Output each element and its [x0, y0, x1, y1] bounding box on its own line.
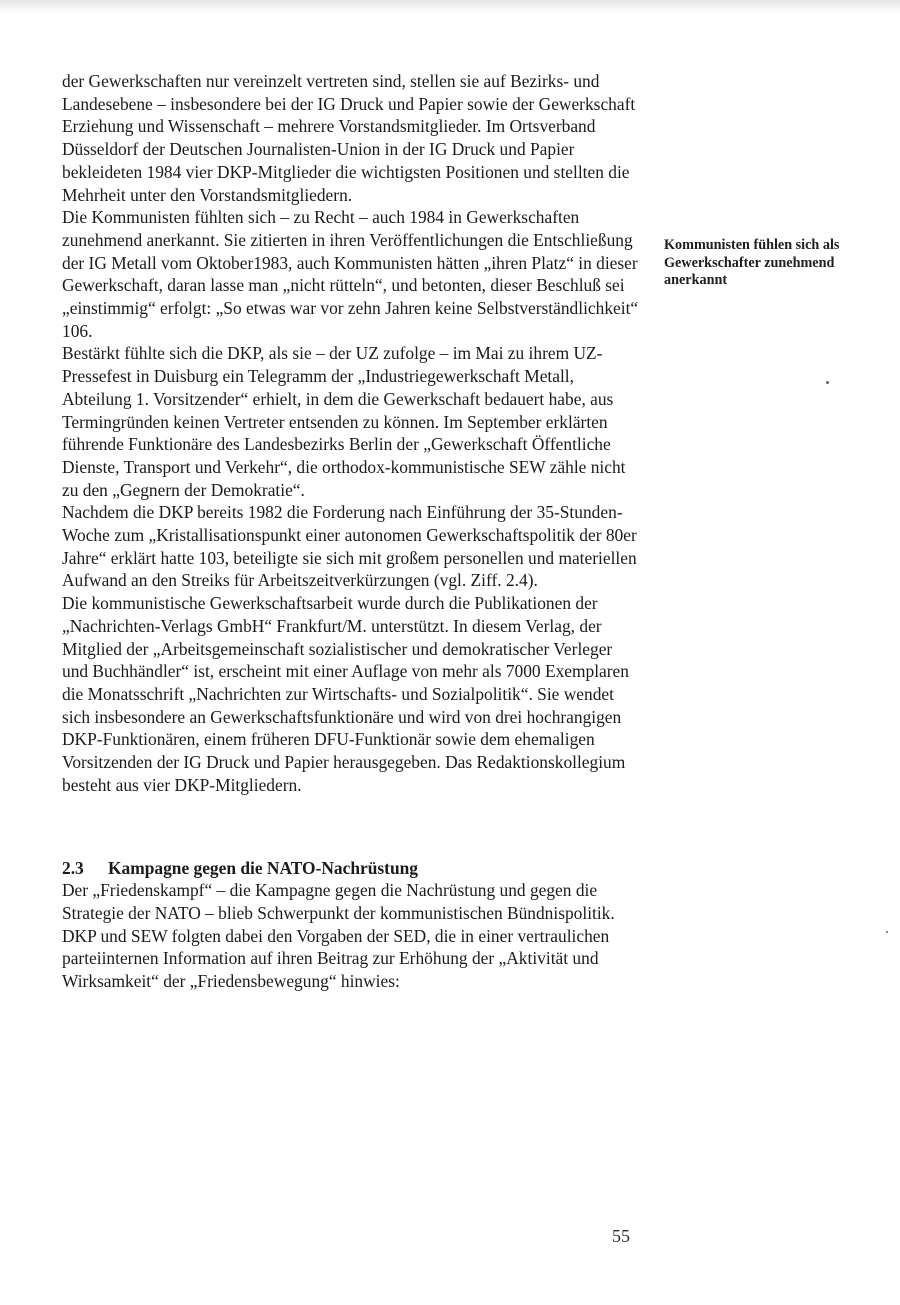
scan-speck [826, 381, 829, 384]
paragraph-vorstandsmitglieder: der Gewerkschaften nur vereinzelt vertreten sind, stellen sie auf Bezirks- und Landesebene – insbesondere bei der IG Druck und Papier sowie der Gewerkschaft Erziehung und Wissenschaft – mehrere Vorstandsmitglieder. Im Ortsverband Düsseldorf der Deutschen Journalisten-Union in der IG Druck und Papier bekleideten 1984 vier DKP-Mitglieder die wichtigsten Positionen und stellten die Mehrheit unter den Vorstandsmitgliedern. [62, 71, 636, 205]
section-title: Kampagne gegen die NATO-Nachrüstung [108, 857, 418, 878]
section-number: 2.3 [62, 857, 84, 878]
scan-shadow-edge [0, 0, 900, 14]
paragraph-friedenskampf: Der „Friedenskampf“ – die Kampagne gegen die Nachrüstung und gegen die Strategie der NATO – blieb Schwerpunkt der kommunistischen Bündnispolitik. [62, 880, 615, 923]
main-text-column [62, 70, 640, 993]
paragraph-uz-pressefest: Bestärkt fühlte sich die DKP, als sie – der UZ zufolge – im Mai zu ihrem UZ-Pressefest in Duisburg ein Telegramm der „Industriegewerkschaft Metall, Abteilung 1. Vorsitzender“ erhielt, in dem die Gewerkschaft bedauert habe, aus Termingründen keinen Vertreter entsenden zu können. Im September erklärten führende Funktionäre des Landesbezirks Berlin der „Gewerkschaft Öffentliche Dienste, Transport und Verkehr“, die orthodox-kommunistische SEW zähle nicht zu den „Gegnern der Demokratie“. [62, 343, 626, 500]
paragraph-nachrichten-verlag: Die kommunistische Gewerkschaftsarbeit wurde durch die Publikationen der „Nachrichten-Verlags GmbH“ Frankfurt/M. unterstützt. In diesem Verlag, der Mitglied der „Arbeitsgemeinschaft sozialistischer und demokratischer Verleger und Buchhändler“ ist, erscheint mit einer Auflage von mehr als 7000 Exemplaren die Monatsschrift „Nachrichten zur Wirtschafts- und Sozialpolitik“. Sie wendet sich insbesondere an Gewerkschaftsfunktionäre und wird von drei hochrangigen DKP-Funktionären, einem früheren DFU-Funktionär sowie dem ehemaligen Vorsitzenden der IG Druck und Papier herausgegeben. Das Redaktionskollegium besteht aus vier DKP-Mitgliedern. [62, 593, 629, 795]
scan-speck [886, 931, 888, 933]
paragraph-kommunisten-anerkannt: Die Kommunisten fühlten sich – zu Recht – auch 1984 in Gewerkschaften zunehmend anerkannt. Sie zitierten in ihren Veröffentlichungen die Entschließung der IG Metall vom Oktober1983, auch Kommunisten hätten „ihren Platz“ in dieser Gewerkschaft, daran lasse man „nicht rütteln“, und betonten, dieser Beschluß sei „einstimmig“ erfolgt: „So etwas war vor zehn Jahren keine Selbstverständlichkeit“ 106. [62, 207, 639, 341]
paragraph-35-stunden-woche: Nachdem die DKP bereits 1982 die Forderung nach Einführung der 35-Stunden-Woche zum „Kristallisationspunkt einer autonomen Gewerkschaftspolitik der 80er Jahre“ erklärt hatte 103, beteiligte sie sich mit großem personellen und materiellen Aufwand an den Streiks für Arbeitszeitverkürzungen (vgl. Ziff. 2.4). [62, 502, 637, 591]
page-number: 55 [612, 1226, 630, 1246]
paragraph-sed-vorgaben: DKP und SEW folgten dabei den Vorgaben der SED, die in einer vertraulichen parteiinternen Information auf ihren Beitrag zur Erhöhung der „Aktivität und Wirksamkeit“ der „Friedensbewegung“ hinwies: [62, 925, 610, 992]
section-heading [62, 857, 640, 880]
margin-note: Kommunisten fühlen sich als Gewerkschafter zunehmend anerkannt [664, 237, 840, 288]
